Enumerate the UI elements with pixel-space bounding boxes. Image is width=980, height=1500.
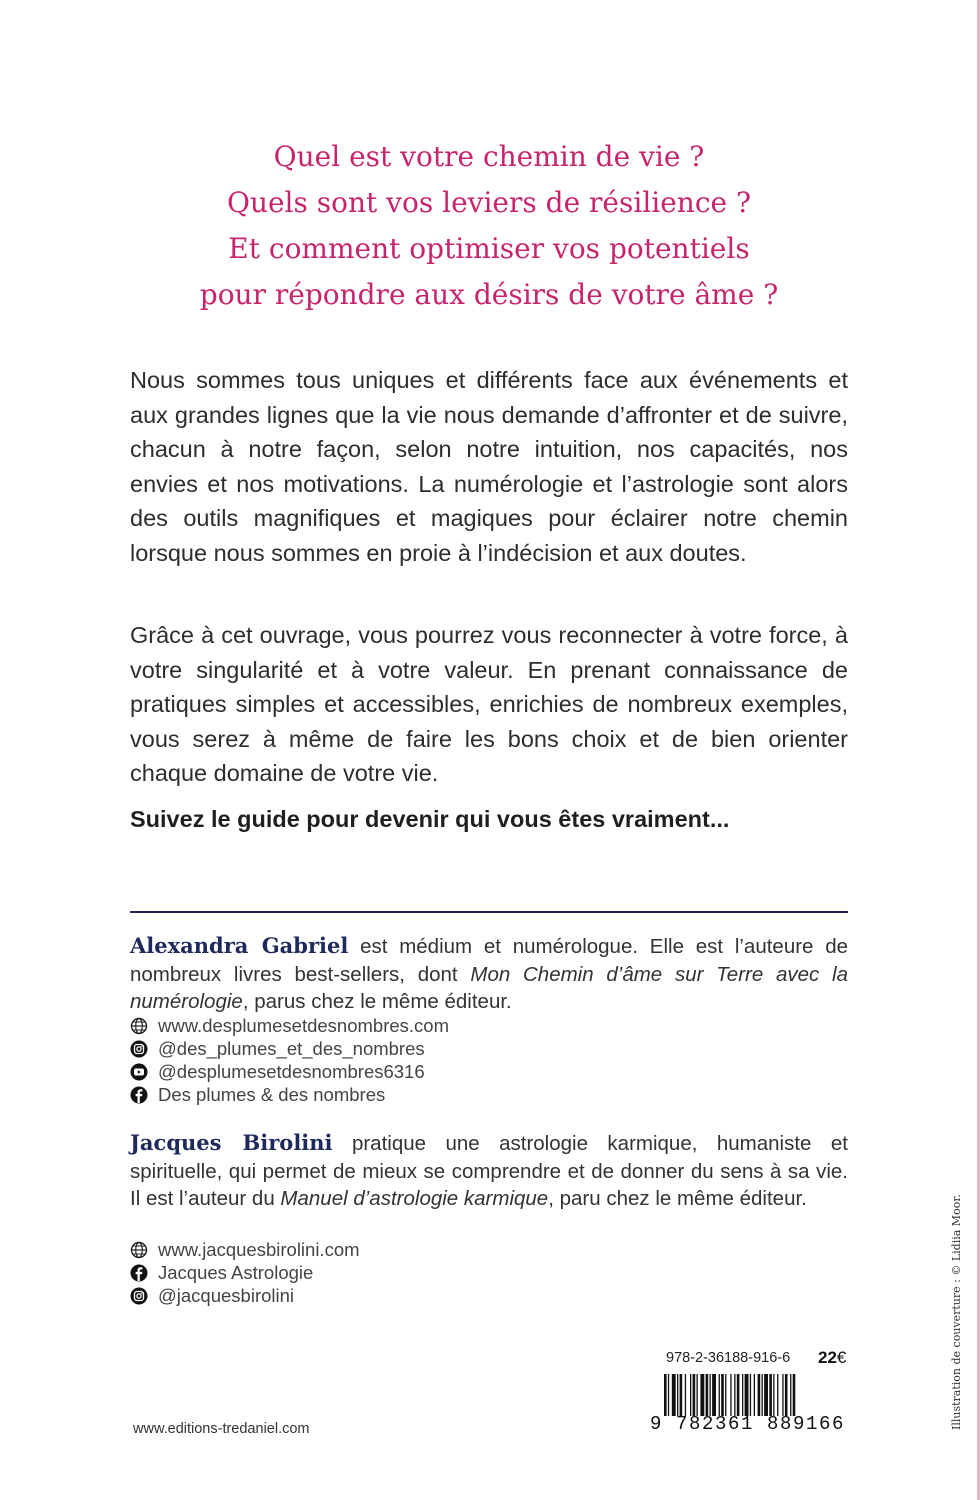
book-title: Manuel d’astrologie karmique: [280, 1187, 549, 1210]
facebook-icon: [130, 1086, 151, 1104]
facebook-link[interactable]: [130, 1261, 360, 1284]
paragraph-intro: Nous sommes tous uniques et différents face aux événements et aux grandes lignes que la vie nous demande d’affronter et de suivre, chacun à notre façon, selon notre intuition, nos capacités, nos envies et nos motivations. La numérologie et l’astrologie sont alors des outils magnifiques et magiques pour éclairer notre chemin lorsque nous sommes en proie à l’indécision et aux doutes.: [130, 367, 848, 566]
author-name: Alexandra Gabriel: [130, 933, 349, 958]
headline-line: Et comment optimiser vos potentiels: [228, 232, 750, 265]
headline: [130, 134, 848, 318]
website-link[interactable]: [130, 1014, 449, 1037]
barcode: [664, 1374, 840, 1416]
instagram-link[interactable]: [130, 1284, 360, 1307]
link-text: @desplumesetdesnombres6316: [158, 1061, 425, 1082]
price: [818, 1348, 846, 1368]
globe-icon: [130, 1017, 151, 1035]
bio-text: , parus chez le même éditeur.: [242, 990, 512, 1013]
illustration-credit: Illustration de couverture : © Lidiia Moor.: [950, 1194, 963, 1430]
globe-icon: [130, 1241, 151, 1259]
facebook-icon: [130, 1264, 151, 1282]
headline-line: Quels sont vos leviers de résilience ?: [226, 186, 751, 219]
link-text: www.jacquesbirolini.com: [158, 1239, 360, 1260]
isbn-number: 978-2-36188-916-6: [666, 1350, 791, 1366]
headline-line: pour répondre aux désirs de votre âme ?: [199, 278, 779, 311]
author-links: [130, 1014, 449, 1106]
barcode-digits: 9 782361 889166: [650, 1413, 846, 1435]
link-text: Des plumes & des nombres: [158, 1084, 386, 1105]
author-bio: [130, 932, 848, 1016]
headline-line: Quel est votre chemin de vie ?: [273, 140, 705, 173]
author-name: Jacques Birolini: [130, 1130, 333, 1155]
paragraph-book: Grâce à cet ouvrage, vous pourrez vous reconnecter à votre force, à votre singularité et à votre valeur. En prenant connaissance de pratiques simples et accessibles, enrichies de nombreux exemples, vous serez à même de faire les bons choix et de bien orienter chaque domaine de votre vie.: [130, 622, 848, 786]
link-text: www.desplumesetdesnombres.com: [158, 1015, 449, 1036]
website-link[interactable]: [130, 1238, 360, 1261]
publisher-website[interactable]: www.editions-tredaniel.com: [133, 1421, 310, 1437]
link-text: @jacquesbirolini: [158, 1285, 295, 1306]
link-text: @des_plumes_et_des_nombres: [158, 1038, 425, 1059]
youtube-link[interactable]: [130, 1060, 449, 1083]
author-bio: [130, 1129, 848, 1213]
price-currency: €: [836, 1348, 847, 1367]
bio-text: , paru chez le même éditeur.: [548, 1187, 807, 1210]
tagline: Suivez le guide pour devenir qui vous êtes vraiment...: [130, 806, 730, 832]
instagram-icon: [130, 1287, 151, 1305]
instagram-icon: [130, 1040, 151, 1058]
bio-text: pratique une astrologie karmique, humaniste et spirituelle, qui permet de mieux se comprendre et de donner du sens à sa vie. Il est l’auteur du: [130, 1132, 848, 1210]
bio-text: est médium et numérologue. Elle est l’auteure de nombreux livres best-sellers, dont: [130, 935, 848, 986]
divider: [130, 911, 848, 913]
link-text: Jacques Astrologie: [158, 1262, 314, 1283]
facebook-link[interactable]: [130, 1083, 449, 1106]
instagram-link[interactable]: [130, 1037, 449, 1060]
price-value: 22: [818, 1348, 837, 1367]
book-title: Mon Chemin d’âme sur Terre avec la numérologie: [130, 962, 849, 1013]
youtube-icon: [130, 1063, 151, 1081]
author-links: [130, 1238, 360, 1307]
